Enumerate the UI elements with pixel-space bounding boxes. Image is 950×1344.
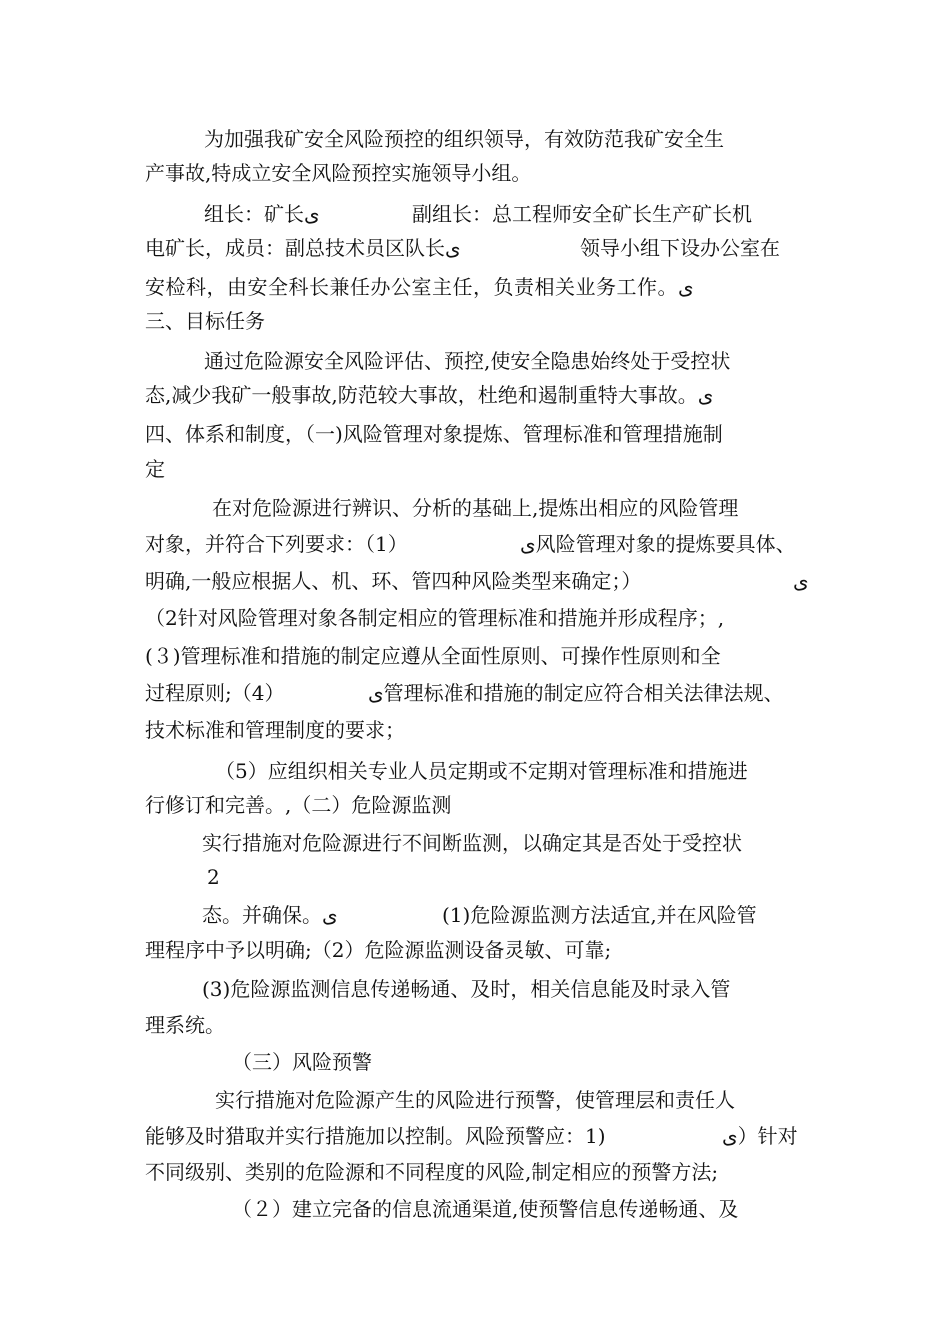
text-span: 理程序中予以明确;（2）危险源监测设备灵敏、可靠;: [145, 938, 612, 962]
text-span: 对象，并符合下列要求：（1）: [145, 532, 408, 556]
text-span: 不同级别、类别的危险源和不同程度的风险,制定相应的预警方法;: [145, 1160, 719, 1184]
text-span: (３)管理标准和措施的制定应遵从全面性原则、可操作性原则和全: [145, 644, 721, 668]
text-span: 为加强我矿安全风险预控的组织领导，有效防范我矿安全生: [204, 127, 724, 151]
text-span: ى）针对: [722, 1124, 798, 1148]
text-span: 电矿长，成员：副总技术员区队长ى: [145, 236, 461, 260]
text-span: 态,减少我矿一般事故,防范较大事故，杜绝和遏制重特大事故。ى: [145, 383, 714, 407]
text-span: 通过危险源安全风险评估、预控,使安全隐患始终处于受控状: [204, 349, 731, 373]
text-span: 四、体系和制度，（一)风险管理对象提炼、管理标准和管理措施制: [145, 422, 723, 446]
text-span: （三）风险预警: [232, 1050, 372, 1074]
text-span: 组长：矿长ى: [204, 202, 320, 226]
text-span: 安检科，由安全科长兼任办公室主任，负责相关业务工作。ى: [145, 275, 694, 299]
text-span: ى风险管理对象的提炼要具体、: [520, 532, 796, 556]
text-span: 2: [207, 865, 220, 889]
text-span: 在对危险源进行辨识、分析的基础上,提炼出相应的风险管理: [212, 496, 739, 520]
text-span: 领导小组下设办公室在: [580, 236, 780, 260]
text-span: (3)危险源监测信息传递畅通、及时，相关信息能及时录入管: [202, 977, 731, 1001]
text-span: (1)危险源监测方法适宜,并在风险管: [442, 903, 757, 927]
text-span: （２）建立完备的信息流通渠道,使预警信息传递畅通、及: [232, 1197, 739, 1221]
text-span: 实行措施对危险源进行不间断监测，以确定其是否处于受控状: [202, 831, 742, 855]
text-span: 明确,一般应根据人、机、环、管四种风险类型来确定；）: [145, 569, 642, 593]
text-span: （2针对风险管理对象各制定相应的管理标准和措施并形成程序；,: [145, 606, 725, 630]
text-span: 实行措施对危险源产生的风险进行预警，使管理层和责任人: [215, 1088, 735, 1112]
text-span: ى: [793, 569, 809, 593]
text-span: 副组长：总工程师安全矿长生产矿长机: [412, 202, 752, 226]
text-span: （5）应组织相关专业人员定期或不定期对管理标准和措施进: [215, 759, 748, 783]
text-span: 产事故,特成立安全风险预控实施领导小组。: [145, 161, 532, 185]
text-span: 技术标准和管理制度的要求；: [145, 718, 405, 742]
text-span: 态。并确保。ى: [202, 903, 338, 927]
text-span: 过程原则;（4）: [145, 681, 285, 705]
text-span: 理系统。: [145, 1013, 225, 1037]
text-span: 三、目标任务: [145, 309, 265, 333]
text-span: 行修订和完善。,（二）危险源监测: [145, 793, 452, 817]
text-span: ى管理标准和措施的制定应符合相关法律法规、: [368, 681, 784, 705]
text-span: 定: [145, 457, 165, 481]
text-span: 能够及时猎取并实行措施加以控制。风险预警应：1): [145, 1124, 606, 1148]
